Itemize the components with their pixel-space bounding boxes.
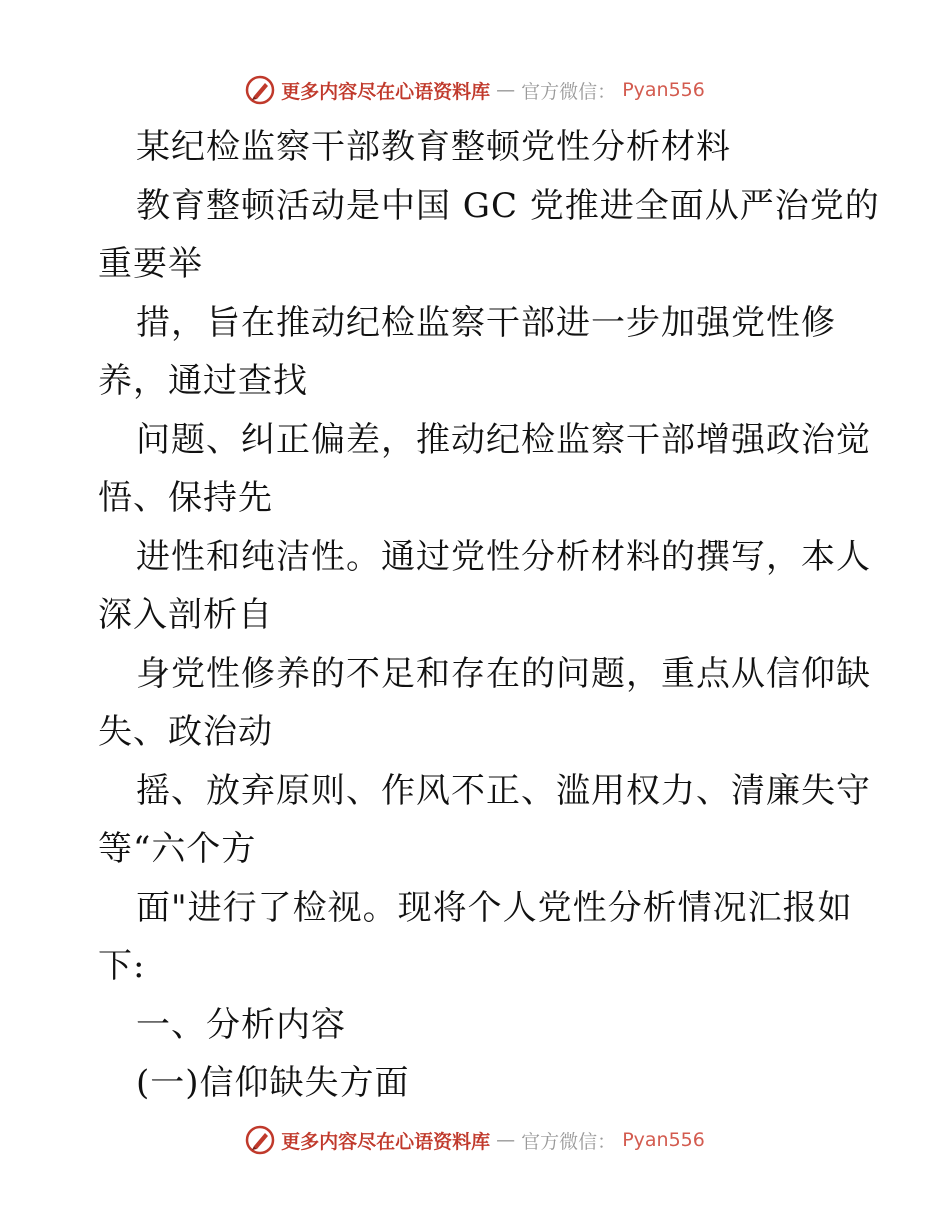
paragraph-line: 悟、保持先 xyxy=(98,478,273,518)
paragraph-line: 面"进行了检视。现将个人党性分析情况汇报如 xyxy=(136,888,853,928)
document-title: 某纪检监察干部教育整顿党性分析材料 xyxy=(136,127,731,167)
banner-official-label: 官方微信： xyxy=(521,80,617,103)
banner-dash: — xyxy=(496,1129,516,1151)
banner-wechat-id: Pyan556 xyxy=(622,79,705,101)
paragraph-line: 问题、纠正偏差，推动纪检监察干部增强政治觉 xyxy=(136,420,871,460)
banner-wechat-id: Pyan556 xyxy=(622,1129,705,1151)
paragraph-line: 措，旨在推动纪检监察干部进一步加强党性修 xyxy=(136,303,836,343)
header-banner xyxy=(0,70,950,110)
paragraph-line: 身党性修养的不足和存在的问题，重点从信仰缺 xyxy=(136,654,871,694)
subsection-heading: (一)信仰缺失方面 xyxy=(136,1063,410,1103)
banner-brand-text: 更多内容尽在心语资料库 xyxy=(281,1130,491,1153)
paragraph-line: 教育整顿活动是中国 GC 党推进全面从严治党的 xyxy=(136,186,880,226)
paragraph-line: 等“六个方 xyxy=(98,829,257,869)
banner-dash: — xyxy=(496,79,516,101)
banner-official-label: 官方微信： xyxy=(521,1130,617,1153)
paragraph-line: 养，通过查找 xyxy=(98,361,308,401)
pen-logo-icon xyxy=(245,75,275,105)
paragraph-line: 重要举 xyxy=(98,244,203,284)
paragraph-line: 进性和纯洁性。通过党性分析材料的撰写，本人 xyxy=(136,537,871,577)
paragraph-line: 失、政治动 xyxy=(98,712,273,752)
section-heading: 一、分析内容 xyxy=(136,1005,346,1045)
pen-logo-icon xyxy=(245,1125,275,1155)
paragraph-line: 摇、放弃原则、作风不正、滥用权力、清廉失守 xyxy=(136,771,871,811)
footer-banner xyxy=(0,1120,950,1160)
paragraph-line: 深入剖析自 xyxy=(98,595,273,635)
banner-brand-text: 更多内容尽在心语资料库 xyxy=(281,80,491,103)
paragraph-line: 下: xyxy=(98,946,146,986)
